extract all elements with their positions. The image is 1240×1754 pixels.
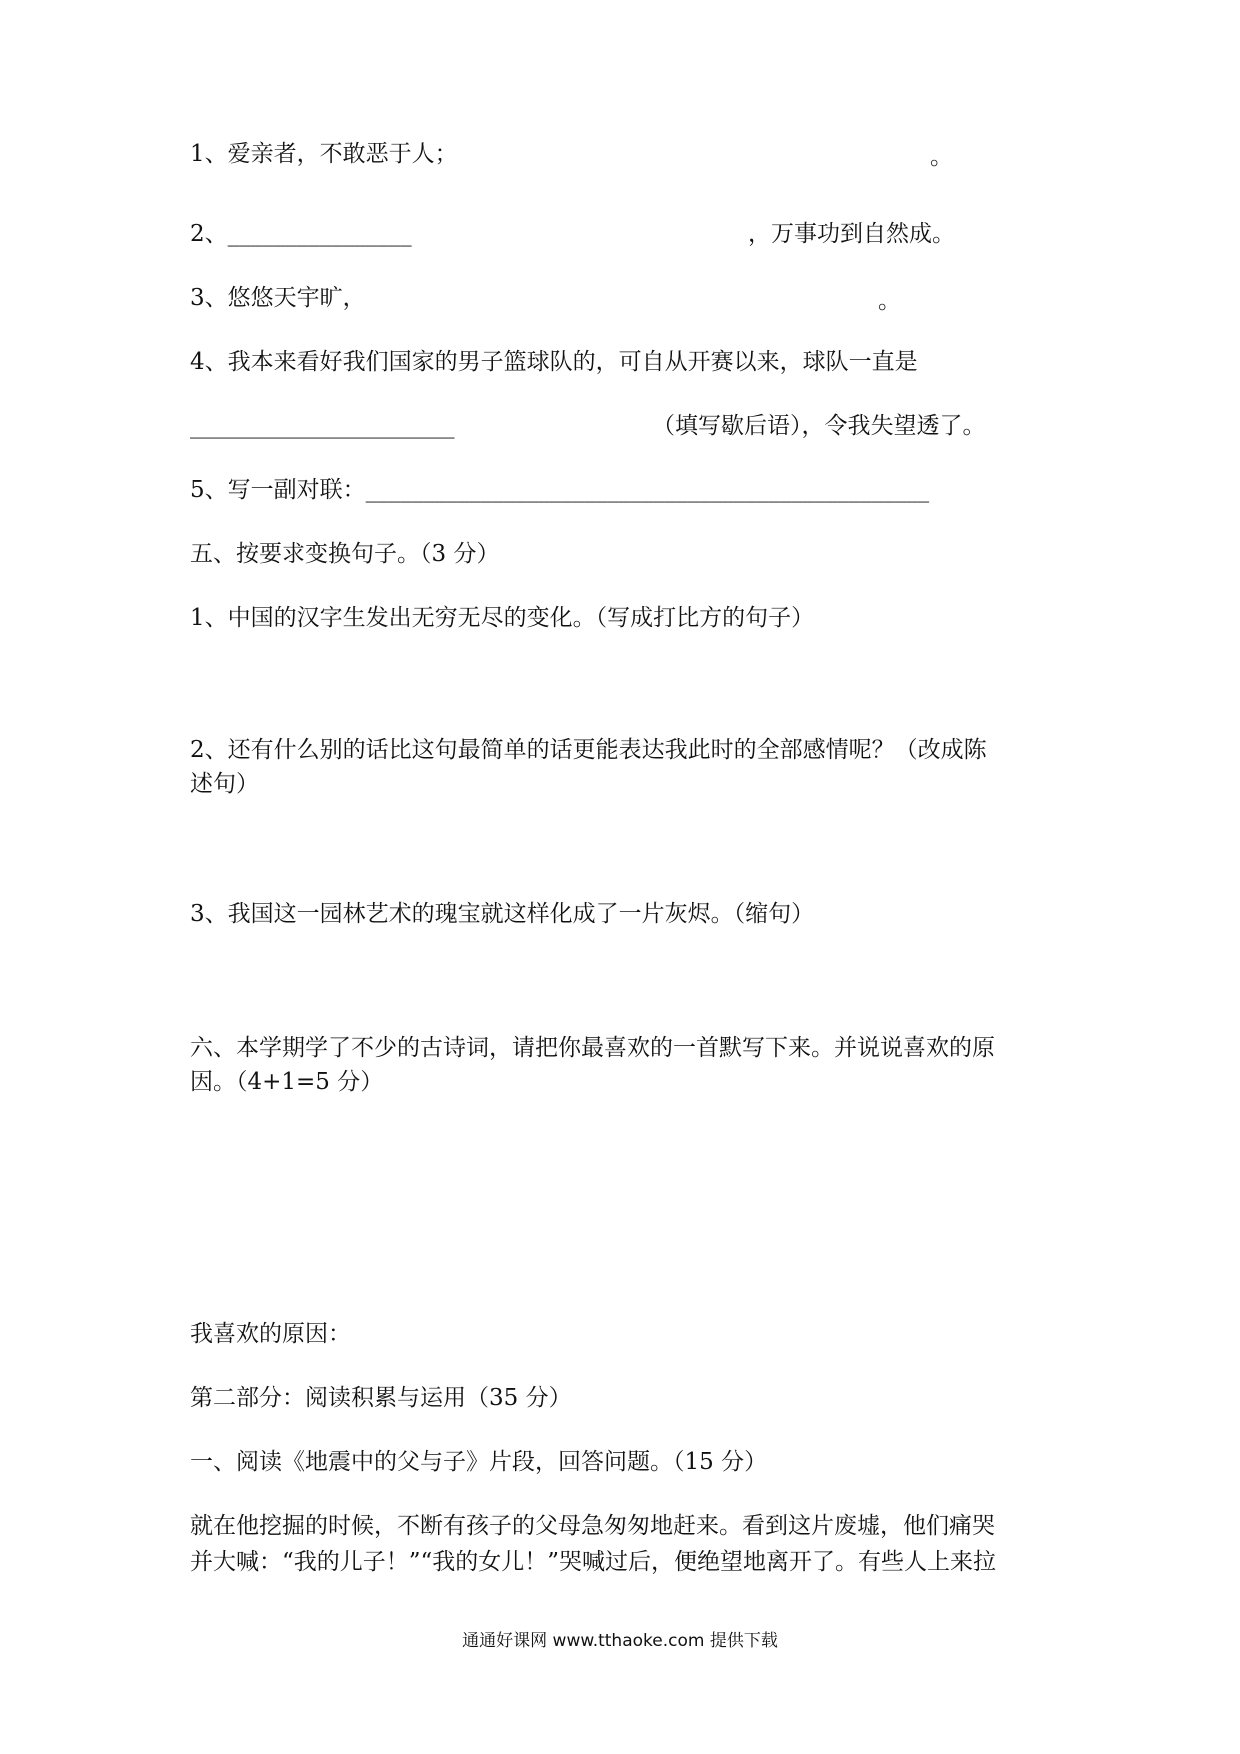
blank-item-1 [190,138,458,170]
blank-item-5: 5、写一副对联：_________________________________________________ [190,477,930,503]
passage-line-2: 并大喊：“我的儿子！”“我的女儿！”哭喊过后，便绝望地离开了。有些人上来拉 [190,1549,997,1575]
section-5-q2-line1: 2、还有什么别的话比这句最简单的话更能表达我此时的全部感情呢？（改成陈 [190,737,987,763]
blank-item-4: 4、我本来看好我们国家的男子篮球队的，可自从开赛以来，球队一直是 [190,349,918,375]
section-6-line2: 因。（4+1=5 分） [190,1069,384,1095]
blank-item-2-end: ，万事功到自然成。 [748,221,955,247]
blank-item-2: 2、________________ [190,221,412,247]
blank-item-1-end: 。 [930,144,953,170]
blank-item-3: 3、悠悠天宇旷， [190,285,366,311]
reading-1-heading: 一、阅读《地震中的父与子》片段，回答问题。（15 分） [190,1449,768,1475]
passage-line-1: 就在他挖掘的时候，不断有孩子的父母急匆匆地赶来。看到这片废墟，他们痛哭 [190,1513,995,1539]
page-footer: 通通好课网 www.tthaoke.com 提供下载 [462,1631,778,1651]
section-5-q1: 1、中国的汉字生发出无穷无尽的变化。（写成打比方的句子） [190,605,815,631]
reason-label: 我喜欢的原因： [190,1321,351,1347]
section-6-line1: 六、本学期学了不少的古诗词，请把你最喜欢的一首默写下来。并说说喜欢的原 [190,1035,995,1061]
section-5-q3: 3、我国这一园林艺术的瑰宝就这样化成了一片灰烬。（缩句） [190,901,815,927]
blank-item-4-line: _______________________ [190,413,455,439]
blank-item-3-end: 。 [878,288,901,314]
blank-item-1-text: 1、爱亲者，不敢恶于人； [190,141,458,167]
blank-item-4-end: （填写歇后语），令我失望透了。 [652,413,986,439]
section-5-heading: 五、按要求变换句子。（3 分） [190,541,500,567]
section-5-q2-line2: 述句） [190,771,259,797]
part-2-heading: 第二部分：阅读积累与运用（35 分） [190,1385,572,1411]
